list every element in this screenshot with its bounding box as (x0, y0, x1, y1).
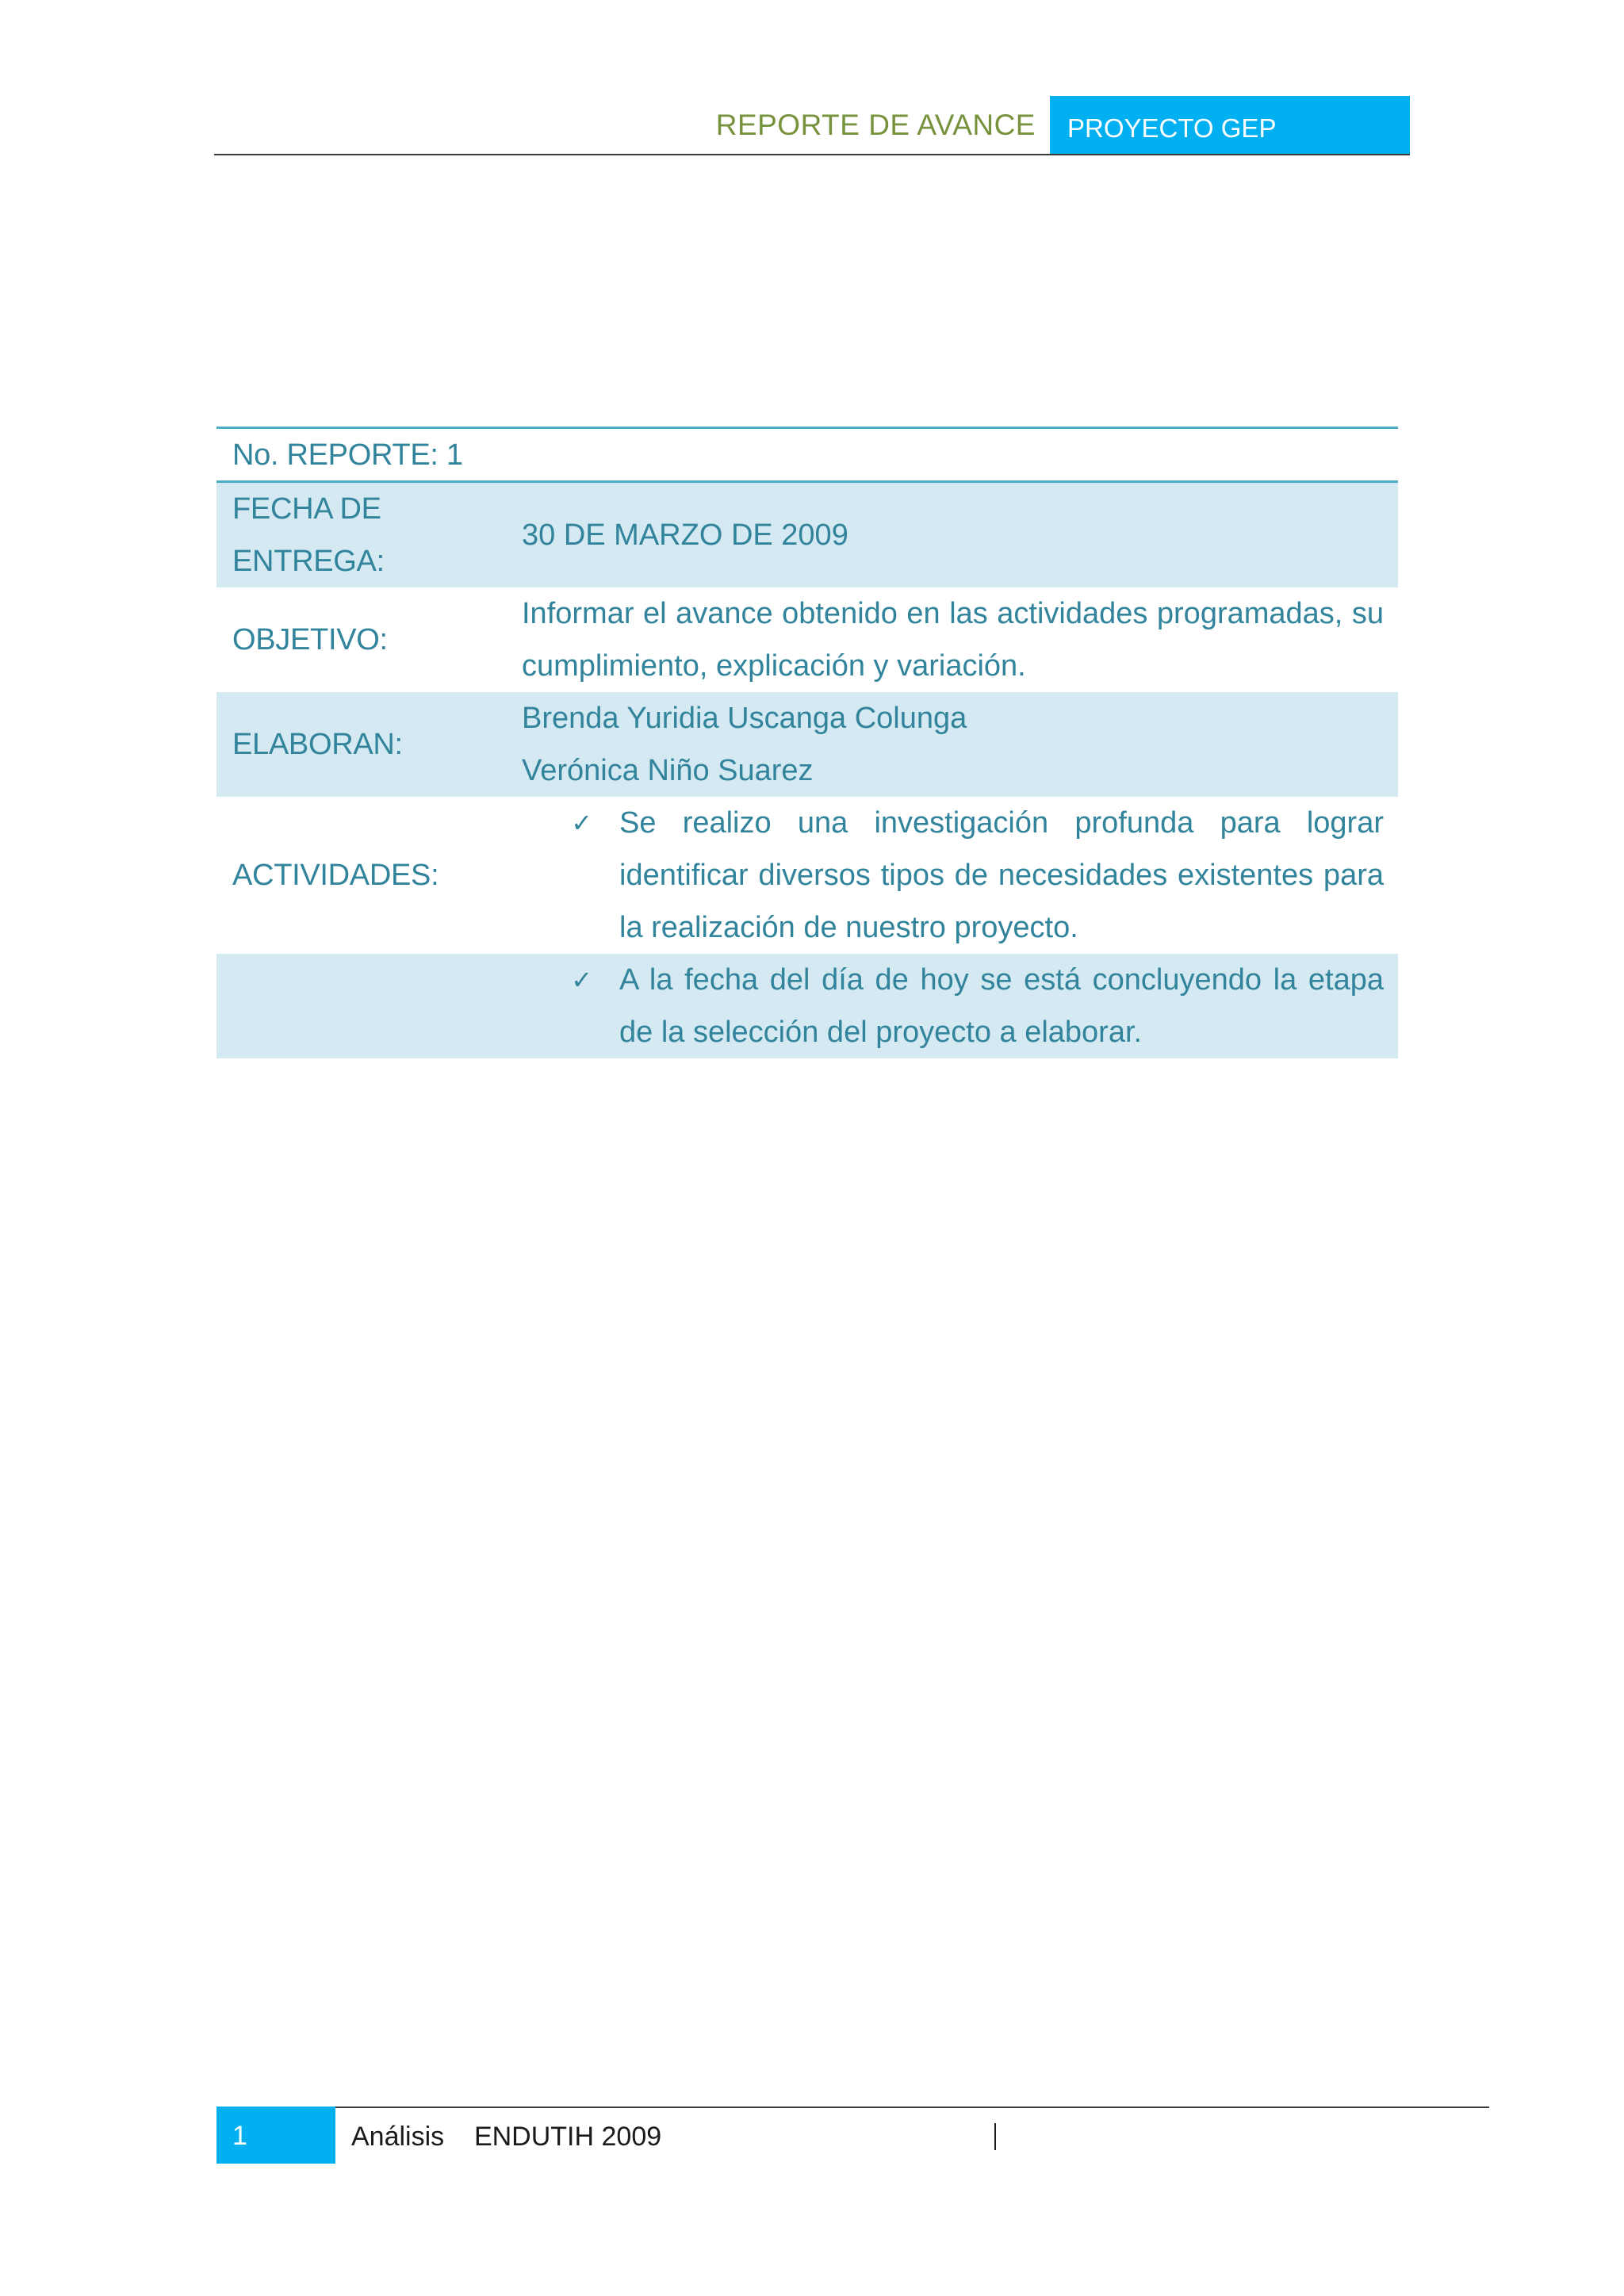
footer-text: Análisis ENDUTIH 2009 (351, 2122, 662, 2152)
row-actividades (216, 797, 1398, 954)
header-title: REPORTE DE AVANCE (715, 109, 1036, 141)
objetivo-value: Informar el avance obtenido en las actividades programadas, su cumplimiento, explicación y variación. (522, 597, 1384, 683)
footer-divider (216, 2107, 1489, 2108)
elaboran-name: Verónica Niño Suarez (522, 754, 814, 787)
page-number: 1 (232, 2121, 247, 2151)
row-objetivo (216, 587, 1398, 692)
report-table (216, 427, 1398, 1058)
row-report-number (216, 429, 1398, 483)
activity-text: A la fecha del día de hoy se está concluyendo la etapa de la selección del proyecto a elaborar. (619, 963, 1384, 1049)
header-project-box (1050, 96, 1410, 155)
fecha-value: 30 DE MARZO DE 2009 (522, 519, 848, 552)
actividades-list-cont (522, 954, 1398, 1058)
row-elaboran (216, 692, 1398, 797)
activity-item (522, 954, 1384, 1058)
activity-item (522, 797, 1384, 954)
elaboran-name: Brenda Yuridia Uscanga Colunga (522, 702, 967, 735)
elaboran-names (522, 692, 1398, 797)
footer-page-box (216, 2107, 335, 2164)
objetivo-label: OBJETIVO: (232, 623, 388, 656)
row-fecha (216, 483, 1398, 587)
elaboran-label: ELABORAN: (232, 728, 403, 761)
footer-separator (994, 2123, 996, 2150)
checkmark-icon: ✓ (571, 965, 592, 995)
checkmark-icon: ✓ (571, 808, 592, 838)
fecha-label-line2: ENTREGA: (232, 545, 385, 578)
header-divider (214, 154, 1410, 155)
fecha-label (216, 483, 522, 587)
fecha-label-line1: FECHA DE (232, 492, 381, 526)
empty-label-cell (216, 954, 522, 1058)
row-actividades-cont (216, 954, 1398, 1058)
activity-text: Se realizo una investigación profunda para lograr identificar diversos tipos de necesidades existentes para la realización de nuestro proyecto. (619, 806, 1384, 944)
header-project-label: PROYECTO GEP (1067, 113, 1277, 143)
actividades-list (522, 797, 1398, 954)
actividades-label: ACTIVIDADES: (232, 859, 439, 892)
report-number-label: No. REPORTE: 1 (232, 438, 463, 472)
